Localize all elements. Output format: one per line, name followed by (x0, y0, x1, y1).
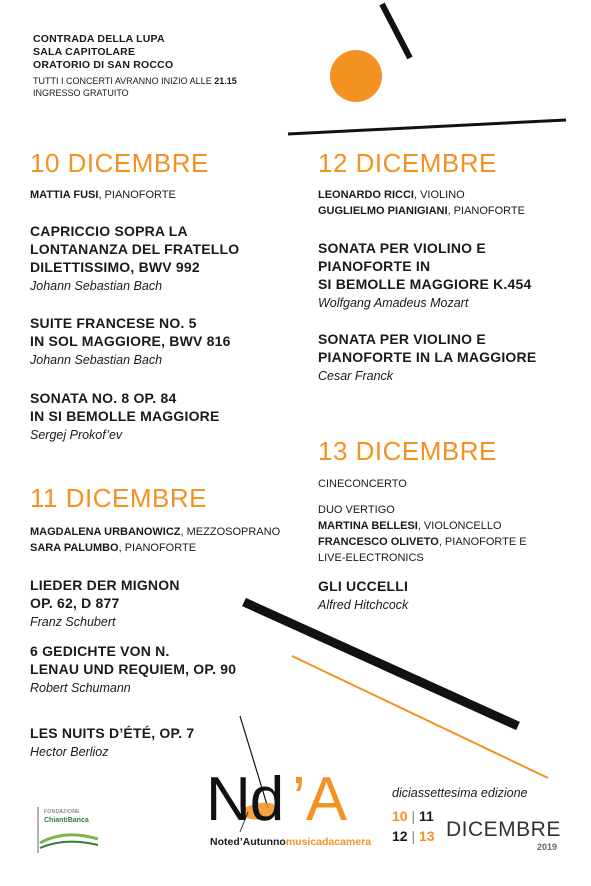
program-item (30, 314, 231, 368)
sponsor-logo (30, 803, 100, 853)
piece-title-line: SONATA PER VIOLINO E (318, 331, 486, 347)
start-time-value: 21.15 (214, 76, 237, 86)
piece-title-line: DILETTISSIMO, BWV 992 (30, 259, 200, 275)
piece-title-line: SUITE FRANCESE NO. 5 (30, 315, 197, 331)
piece-title-line: LONTANANZA DEL FRATELLO (30, 241, 240, 257)
venue-header (33, 33, 237, 99)
program-item (318, 330, 536, 384)
logo-apostrophe-a: ’A (292, 765, 348, 834)
performer-name: MATTIA FUSI (30, 189, 99, 201)
performer-name: LEONARDO RICCI (318, 189, 414, 201)
brand-name (210, 836, 371, 848)
dates-row: 12 | 13 (392, 828, 435, 844)
performer-role: , PIANOFORTE E (438, 536, 527, 548)
festival-dates (392, 806, 435, 846)
piece-title-line: IN SOL MAGGIORE, BWV 816 (30, 333, 231, 349)
piece-title-line: LIEDER DER MIGNON (30, 577, 180, 593)
orange-circle (330, 50, 382, 102)
sponsor-name: ChiantiBanca (44, 817, 89, 824)
program-item (30, 576, 180, 630)
diagonal-bar-top (382, 4, 410, 58)
composer: Alfred Hitchcock (318, 598, 409, 612)
piece-title-line: PIANOFORTE IN (318, 258, 431, 274)
venue-line-2: SALA CAPITOLARE (33, 46, 136, 58)
logo-nd: Nd (206, 765, 284, 834)
program-item (30, 222, 239, 294)
date-11-dicembre: 11 DICEMBRE (30, 483, 207, 513)
piece-title-line: 6 GEDICHTE VON N. (30, 643, 170, 659)
performers-11 (30, 524, 280, 556)
date-11: 11 (419, 808, 434, 824)
date-13: 13 (419, 828, 435, 844)
venue-line-1: CONTRADA DELLA LUPA (33, 33, 165, 45)
performer-role: , VIOLINO (413, 189, 465, 201)
composer: Johann Sebastian Bach (30, 353, 163, 367)
sponsor-small-label: FONDAZIONE (44, 809, 80, 815)
piece-title-line: OP. 62, D 877 (30, 595, 120, 611)
year-label: 2019 (537, 842, 558, 852)
piece-title-line: GLI UCCELLI (318, 578, 409, 594)
performers-12 (318, 187, 525, 219)
date-12-dicembre: 12 DICEMBRE (318, 148, 497, 178)
performer-role-continued: LIVE-ELECTRONICS (318, 552, 424, 564)
performer (30, 524, 280, 540)
dates-row: 10 | 11 (392, 808, 434, 824)
venue-line-3: ORATORIO DI SAN ROCCO (33, 59, 174, 71)
start-time-note (33, 75, 237, 87)
program-item (30, 724, 194, 760)
program-item (318, 577, 408, 613)
piece-title-line: LES NUITS D’ÉTÉ, OP. 7 (30, 725, 195, 741)
composer: Johann Sebastian Bach (30, 279, 163, 293)
composer: Cesar Franck (318, 369, 394, 383)
performer-name: GUGLIELMO PIANIGIANI (318, 205, 448, 217)
composer: Sergej Prokof’ev (30, 428, 123, 442)
piece-title-line: PIANOFORTE IN LA MAGGIORE (318, 349, 537, 365)
piece-title-line: SONATA PER VIOLINO E (318, 240, 486, 256)
brand-subtitle: musicadacamera (285, 836, 372, 848)
program-item (318, 239, 531, 311)
performer (318, 203, 525, 219)
month-label: DICEMBRE (446, 818, 561, 841)
date-13-dicembre: 13 DICEMBRE (318, 436, 497, 466)
edition-label: diciassettesima edizione (392, 786, 528, 800)
piece-title-line: CAPRICCIO SOPRA LA (30, 223, 188, 239)
performer (318, 518, 527, 534)
piece-title-line: IN SI BEMOLLE MAGGIORE (30, 408, 220, 424)
program-item (30, 642, 236, 696)
composer: Wolfgang Amadeus Mozart (318, 296, 469, 310)
ensemble-name: DUO VERTIGO (318, 504, 395, 516)
free-entry-note: INGRESSO GRATUITO (33, 88, 129, 98)
piece-title-line: SI BEMOLLE MAGGIORE K.454 (318, 276, 532, 292)
piece-title-line: SONATA NO. 8 OP. 84 (30, 390, 177, 406)
performer-role: , VIOLONCELLO (417, 520, 502, 532)
performer-name: FRANCESCO OLIVETO (318, 536, 439, 548)
performer-mattia-fusi (30, 187, 176, 203)
performer-role: , MEZZOSOPRANO (180, 526, 281, 538)
composer: Franz Schubert (30, 615, 116, 629)
date-12: 12 (392, 828, 408, 844)
event-type: CINECONCERTO (318, 478, 407, 490)
horizontal-line-top (288, 120, 566, 134)
date-10-dicembre: 10 DICEMBRE (30, 148, 209, 178)
performer-role: , PIANOFORTE (447, 205, 525, 217)
performer (318, 534, 527, 550)
brand-name-part: Noted’Autunno (210, 836, 286, 848)
performer-role: , PIANOFORTE (118, 542, 197, 554)
composer: Hector Berlioz (30, 745, 109, 759)
performer-name: MAGDALENA URBANOWICZ (30, 526, 181, 538)
date-10: 10 (392, 808, 408, 824)
performer-name: MARTINA BELLESI (318, 520, 418, 532)
performer (30, 540, 280, 556)
performers-13 (318, 502, 527, 566)
performer-name: SARA PALUMBO (30, 542, 119, 554)
orange-diagonal-line (292, 656, 548, 778)
start-time-label: TUTTI I CONCERTI AVRANNO INIZIO ALLE (33, 76, 215, 86)
performer-role: , PIANOFORTE (98, 189, 176, 201)
program-item (30, 389, 220, 443)
performer (318, 187, 525, 203)
piece-title-line: LENAU UND REQUIEM, OP. 90 (30, 661, 237, 677)
diagonal-bar-middle (244, 602, 518, 726)
composer: Robert Schumann (30, 681, 131, 695)
